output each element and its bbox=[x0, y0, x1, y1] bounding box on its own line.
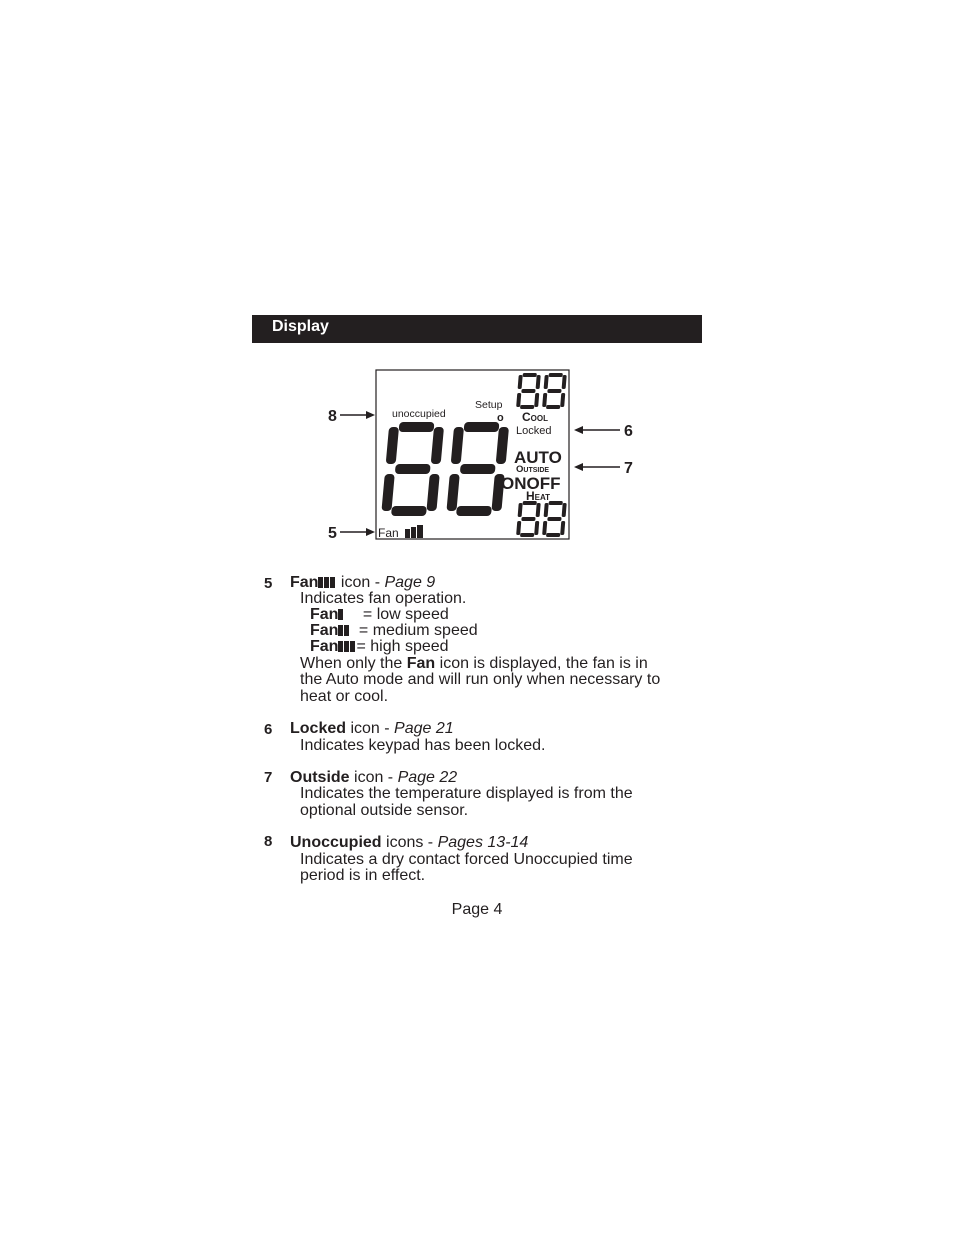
item-7-desc-line-2: optional outside sensor. bbox=[300, 802, 469, 819]
item-5-note-line-2: the Auto mode and will run only when necessary to bbox=[300, 671, 661, 688]
small-top-digits bbox=[516, 373, 567, 409]
locked-label: Locked bbox=[516, 425, 552, 437]
fan-label: Fan bbox=[378, 526, 399, 540]
big-digits bbox=[381, 422, 509, 516]
fan-bar-3 bbox=[417, 525, 423, 538]
fan-bar-1 bbox=[405, 529, 410, 538]
small-bottom-digits bbox=[516, 501, 567, 537]
item-7-desc-line-1: Indicates the temperature displayed is from the bbox=[300, 785, 633, 802]
item-8-desc-line-1: Indicates a dry contact forced Unoccupied time bbox=[300, 851, 633, 868]
callout-6: 6 bbox=[624, 423, 633, 440]
item-6-desc: Indicates keypad has been locked. bbox=[300, 737, 546, 754]
item-8-desc-line-2: period is in effect. bbox=[300, 867, 426, 884]
item-5-desc: Indicates fan operation. bbox=[300, 590, 467, 607]
section-header bbox=[252, 315, 702, 343]
item-5-heading: Fan icon - Page 9 bbox=[290, 574, 436, 591]
section-title: Display bbox=[272, 318, 329, 335]
item-8-number: 8 bbox=[264, 833, 273, 850]
arrow-5 bbox=[366, 528, 375, 536]
item-6-number: 6 bbox=[264, 721, 273, 738]
item-5-note: When only the Fan icon is displayed, the fan is in bbox=[300, 655, 648, 672]
unoccupied-label: unoccupied bbox=[392, 408, 446, 420]
item-7-heading: Outside icon - Page 22 bbox=[290, 769, 458, 786]
arrow-6 bbox=[574, 426, 583, 434]
item-5-note-line-3: heat or cool. bbox=[300, 688, 389, 705]
setup-dot: o bbox=[497, 412, 504, 424]
setup-label: Setup bbox=[475, 399, 503, 411]
arrow-8 bbox=[366, 411, 375, 419]
onoff-label: ONOFF bbox=[501, 474, 561, 493]
page-number: Page 4 bbox=[451, 901, 503, 918]
thermostat-display-figure bbox=[320, 364, 640, 549]
fan-high-row: Fan = high speed bbox=[310, 638, 449, 655]
item-5-number: 5 bbox=[264, 575, 273, 592]
item-8-heading: Unoccupied icons - Pages 13-14 bbox=[290, 834, 529, 851]
fan-bar-2 bbox=[411, 527, 416, 538]
outside-label: Outside bbox=[516, 464, 550, 475]
fan-low-row: Fan = low speed bbox=[310, 606, 449, 623]
item-7-number: 7 bbox=[264, 769, 273, 786]
fan-medium-row: Fan = medium speed bbox=[310, 622, 478, 639]
heat-label: Heat bbox=[526, 489, 551, 503]
cool-label: Cool bbox=[522, 410, 548, 424]
auto-label: AUTO bbox=[514, 448, 562, 467]
callout-7: 7 bbox=[624, 460, 633, 477]
item-6-heading: Locked icon - Page 21 bbox=[290, 720, 454, 737]
callout-8: 8 bbox=[328, 408, 337, 425]
callout-5: 5 bbox=[328, 525, 337, 542]
arrow-7 bbox=[574, 463, 583, 471]
